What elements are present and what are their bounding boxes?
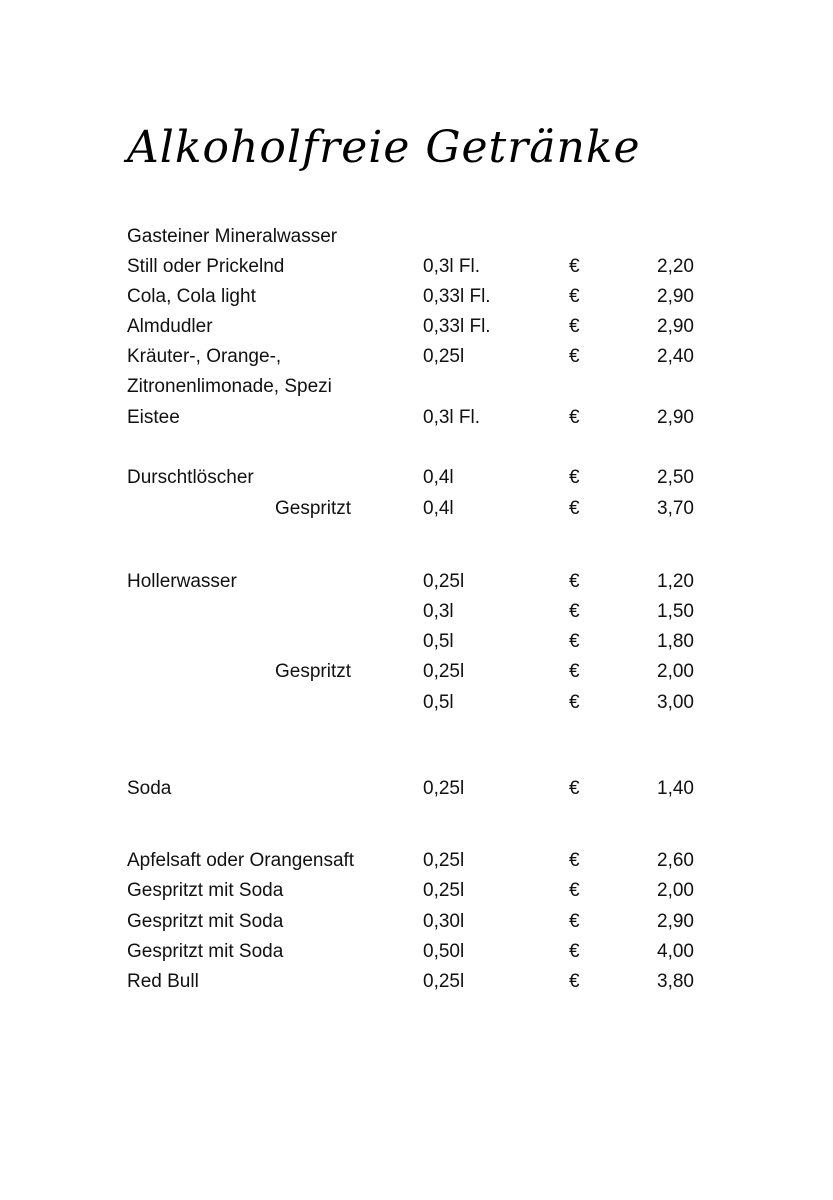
item-name: Cola, Cola light: [127, 286, 256, 307]
item-name: Hollerwasser: [127, 571, 237, 592]
currency-symbol: €: [569, 316, 580, 337]
item-price: 3,80: [657, 971, 694, 992]
item-size: 0,25l: [423, 971, 465, 992]
item-price: 1,80: [657, 631, 694, 652]
menu-row: [0, 403, 833, 433]
currency-symbol: €: [569, 941, 580, 962]
currency-symbol: €: [569, 692, 580, 713]
item-size: 0,4l: [423, 467, 454, 488]
menu-row: [0, 846, 833, 876]
item-size: 0,25l: [423, 778, 465, 799]
menu-row: [0, 937, 833, 967]
currency-symbol: €: [569, 631, 580, 652]
item-price: 3,00: [657, 692, 694, 713]
item-name: Durschtlöscher: [127, 467, 254, 488]
item-size: 0,3l Fl.: [423, 256, 481, 277]
item-price: 4,00: [657, 941, 694, 962]
currency-symbol: €: [569, 971, 580, 992]
item-price: 2,90: [657, 911, 694, 932]
item-size: 0,3l Fl.: [423, 407, 481, 428]
currency-symbol: €: [569, 661, 580, 682]
menu-row: [0, 463, 833, 493]
currency-symbol: €: [569, 467, 580, 488]
item-size: 0,25l: [423, 661, 465, 682]
item-size: 0,4l: [423, 498, 454, 519]
item-size: 0,25l: [423, 880, 465, 901]
currency-symbol: €: [569, 911, 580, 932]
item-name: Gespritzt: [275, 498, 352, 519]
currency-symbol: €: [569, 778, 580, 799]
menu-row: [0, 688, 833, 718]
item-name: Gespritzt: [275, 661, 352, 682]
currency-symbol: €: [569, 571, 580, 592]
item-name: Kräuter-, Orange-,: [127, 346, 282, 367]
menu-row: [0, 907, 833, 937]
item-name: Soda: [127, 778, 172, 799]
item-size: 0,5l: [423, 631, 454, 652]
page-title: Alkoholfreie Getränke: [127, 122, 641, 173]
item-price: 2,90: [657, 316, 694, 337]
item-size: 0,30l: [423, 911, 465, 932]
item-name: Red Bull: [127, 971, 199, 992]
currency-symbol: €: [569, 880, 580, 901]
item-price: 2,60: [657, 850, 694, 871]
menu-row: [0, 252, 833, 282]
item-price: 2,00: [657, 880, 694, 901]
menu-row: [0, 312, 833, 342]
item-price: 2,20: [657, 256, 694, 277]
menu-row: [0, 282, 833, 312]
menu-row: [0, 876, 833, 906]
currency-symbol: €: [569, 346, 580, 367]
menu-row: [0, 494, 833, 524]
item-size: 0,33l Fl.: [423, 316, 491, 337]
menu-row: [0, 372, 833, 402]
item-size: 0,25l: [423, 850, 465, 871]
item-size: 0,25l: [423, 346, 465, 367]
item-price: 2,40: [657, 346, 694, 367]
menu-row: [0, 567, 833, 597]
item-size: 0,25l: [423, 571, 465, 592]
currency-symbol: €: [569, 850, 580, 871]
menu-row: [0, 774, 833, 804]
item-name: Gasteiner Mineralwasser: [127, 226, 338, 247]
currency-symbol: €: [569, 498, 580, 519]
item-name: Gespritzt mit Soda: [127, 911, 284, 932]
currency-symbol: €: [569, 286, 580, 307]
item-price: 1,40: [657, 778, 694, 799]
item-name: Eistee: [127, 407, 180, 428]
item-price: 2,50: [657, 467, 694, 488]
item-name: Almdudler: [127, 316, 213, 337]
item-name: Gespritzt mit Soda: [127, 880, 284, 901]
item-size: 0,3l: [423, 601, 454, 622]
currency-symbol: €: [569, 407, 580, 428]
item-name: Apfelsaft oder Orangensaft: [127, 850, 355, 871]
item-price: 1,20: [657, 571, 694, 592]
menu-row: [0, 657, 833, 687]
currency-symbol: €: [569, 601, 580, 622]
item-size: 0,50l: [423, 941, 465, 962]
item-size: 0,5l: [423, 692, 454, 713]
menu-row: [0, 627, 833, 657]
item-price: 2,00: [657, 661, 694, 682]
item-size: 0,33l Fl.: [423, 286, 491, 307]
item-price: 2,90: [657, 407, 694, 428]
item-price: 1,50: [657, 601, 694, 622]
menu-row: [0, 597, 833, 627]
currency-symbol: €: [569, 256, 580, 277]
menu-row: [0, 967, 833, 997]
menu-row: [0, 222, 833, 252]
item-name: Gespritzt mit Soda: [127, 941, 284, 962]
item-name: Still oder Prickelnd: [127, 256, 285, 277]
item-name: Zitronenlimonade, Spezi: [127, 376, 332, 397]
menu-row: [0, 342, 833, 372]
item-price: 3,70: [657, 498, 694, 519]
item-price: 2,90: [657, 286, 694, 307]
